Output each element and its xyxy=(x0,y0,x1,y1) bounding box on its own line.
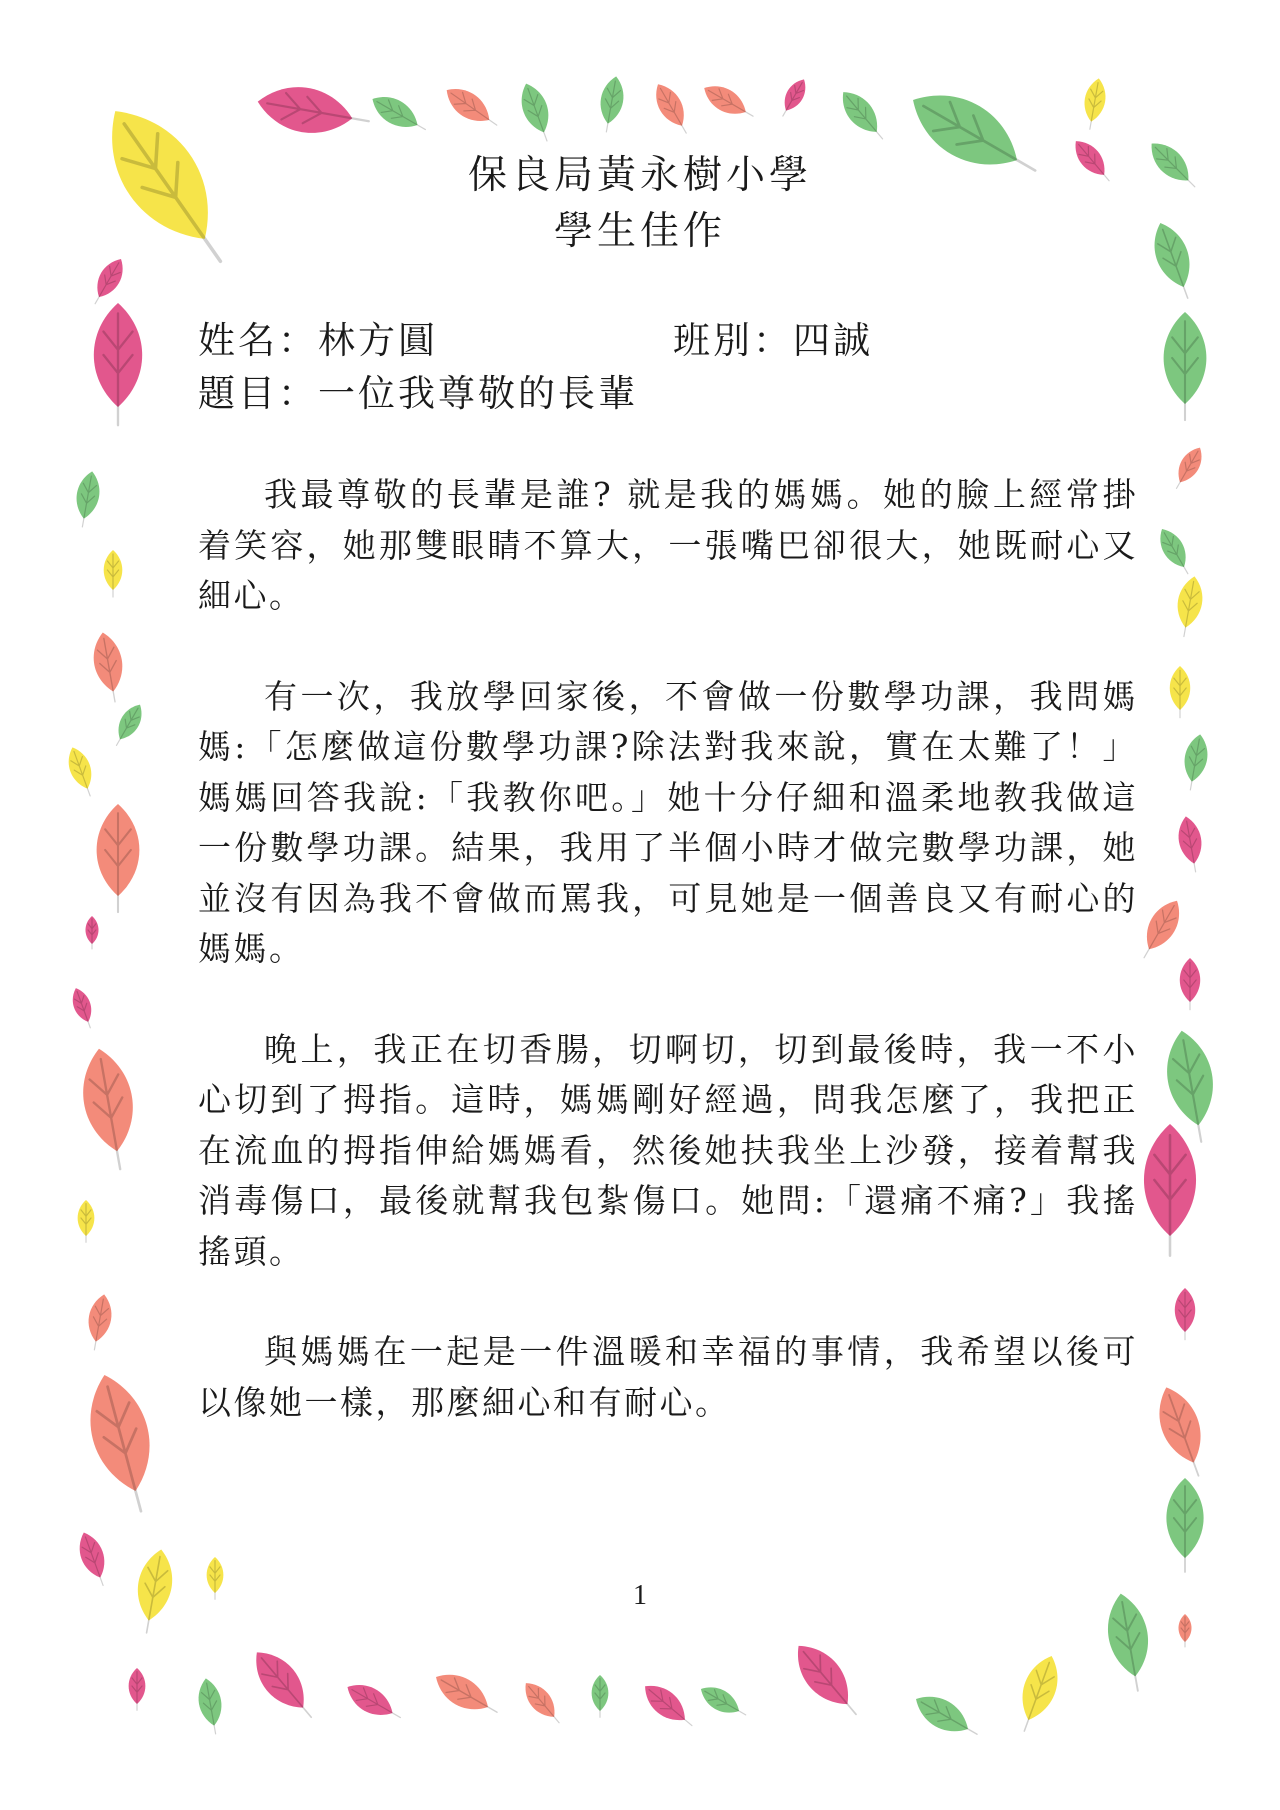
essay-topic: 題目：一位我尊敬的長輩 xyxy=(198,372,638,415)
page-number: 1 xyxy=(633,1580,647,1611)
essay-paragraph: 有一次，我放學回家後，不會做一份數學功課，我問媽媽:「怎麼做這份數學功課?除法對我來說，實在太難了！」媽媽回答我說:「我教你吧。」她十分仔細和溫柔地教我做這一份數學功課。結果，我用了半個小時才做完數學功課，她並沒有因為我不會做而罵我，可見她是一個善良又有耐心的媽媽。 xyxy=(198,676,1138,968)
student-name: 姓名：林方圓 xyxy=(198,319,438,362)
student-class: 班別：四誠 xyxy=(673,319,873,362)
essay-paragraph: 與媽媽在一起是一件溫暖和幸福的事情，我希望以後可以像她一樣，那麼細心和有耐心。 xyxy=(198,1332,1138,1422)
essay-paragraph: 晚上，我正在切香腸，切啊切，切到最後時，我一不小心切到了拇指。這時，媽媽剛好經過，問我怎麼了，我把正在流血的拇指伸給媽媽看，然後她扶我坐上沙發，接着幫我消毒傷口，最後就幫我包紮傷口。她問:「還痛不痛?」我搖搖頭。 xyxy=(198,1029,1138,1271)
essay-body xyxy=(198,470,1138,1478)
school-name: 保良局黃永樹小學 xyxy=(467,153,812,198)
essay-paragraph: 我最尊敬的長輩是誰? 就是我的媽媽。她的臉上經常掛着笑容，她那雙眼睛不算大，一張嘴巴卻很大，她既耐心又細心。 xyxy=(198,475,1138,615)
page-title: 學生佳作 xyxy=(553,209,726,254)
